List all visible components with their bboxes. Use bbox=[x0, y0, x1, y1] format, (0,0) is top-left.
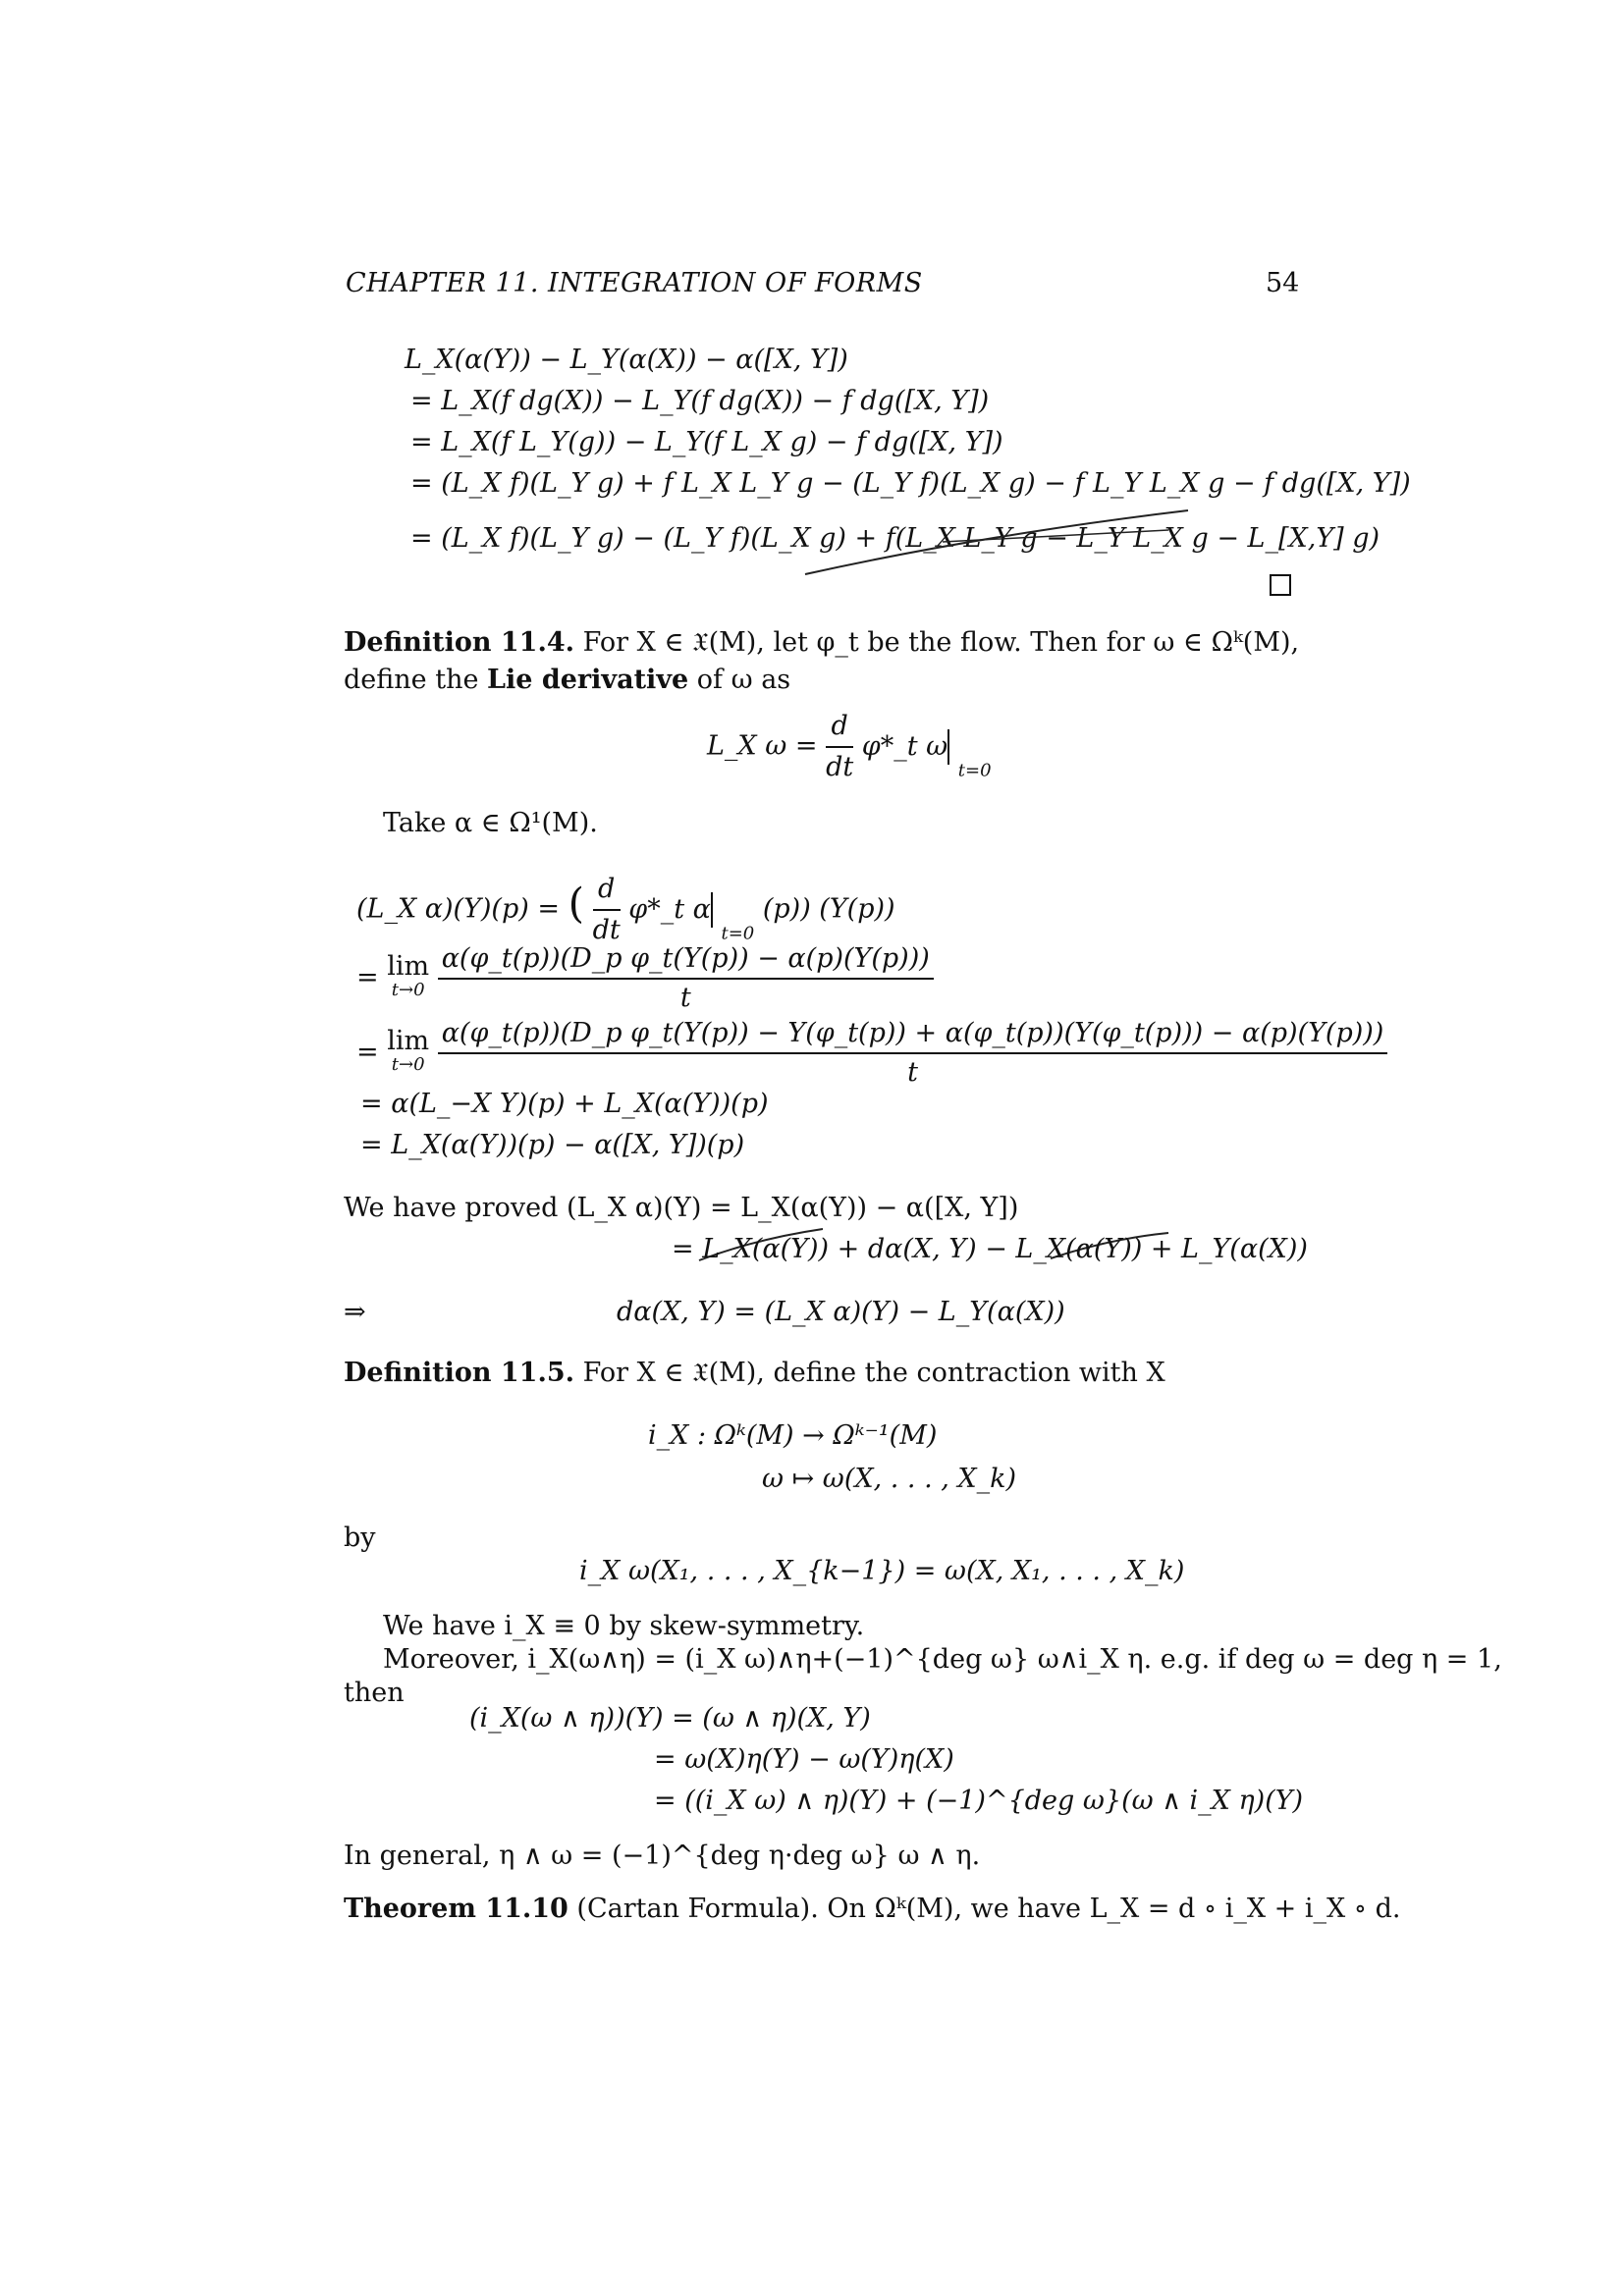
equals-sign-2: = bbox=[356, 1037, 379, 1068]
limit bbox=[387, 951, 430, 1002]
limit-fraction-1-denominator: t bbox=[679, 983, 691, 1013]
computation-line-5: = L_X(α(Y))(p) − α([X, Y])(p) bbox=[360, 1130, 745, 1160]
lim-subscript: t→0 bbox=[391, 980, 425, 1000]
left-paren: ( bbox=[568, 879, 584, 928]
formula-lhs: L_X ω = bbox=[707, 730, 818, 762]
formula-body: φ*_t ω bbox=[862, 729, 949, 765]
example-eq-2: = ω(X)η(Y) − ω(Y)η(X) bbox=[654, 1744, 954, 1775]
definition-11-5-label: Definition 11.5. bbox=[344, 1358, 575, 1388]
in-general-line: In general, η ∧ ω = (−1)^{deg η·deg ω} ω ∧ η. bbox=[344, 1841, 981, 1871]
proof-line-3: = L_X(f L_Y(g)) − L_Y(f L_X g) − f dg([X, Y]) bbox=[410, 427, 1003, 457]
equals-sign: = bbox=[356, 962, 379, 993]
evaluation-subscript-2: t=0 bbox=[721, 923, 755, 944]
definition-11-4-text-post: of ω as bbox=[696, 665, 791, 695]
theorem-11-10-line bbox=[344, 1893, 1400, 1926]
proof-line-2: = L_X(f dg(X)) − L_Y(f dg(X)) − f dg([X, Y]) bbox=[410, 386, 990, 416]
computation-body: φ*_t α bbox=[628, 892, 713, 928]
proved-line-2: = L_X(α(Y)) + dα(X, Y) − L_X(α(Y)) + L_Y(α(X)) bbox=[672, 1234, 1308, 1264]
definition-11-4-line-1 bbox=[344, 626, 1299, 660]
proved-line-3: dα(X, Y) = (L_X α)(Y) − L_Y(α(X)) bbox=[617, 1297, 1065, 1327]
fraction-numerator-2: d bbox=[593, 872, 621, 911]
computation-line-1 bbox=[356, 872, 895, 952]
proof-line-5: = (L_X f)(L_Y g) − (L_Y f)(L_X g) + f(L_X L_Y g − L_Y L_X g − L_[X,Y] g) bbox=[410, 523, 1380, 554]
lie-derivative-term: Lie derivative bbox=[487, 665, 689, 695]
proof-line-1: L_X(α(Y)) − L_Y(α(X)) − α([X, Y]) bbox=[405, 345, 848, 375]
limit-fraction-1 bbox=[438, 942, 934, 1015]
theorem-11-10-label: Theorem 11.10 bbox=[344, 1894, 568, 1924]
lim-word: lim bbox=[387, 951, 430, 982]
contraction-formula: i_X ω(X₁, . . . , X_{k−1}) = ω(X, X₁, . . . , X_k) bbox=[579, 1556, 1185, 1586]
page-number: 54 bbox=[1266, 268, 1300, 298]
theorem-11-10-text: On Ωᵏ(M), we have L_X = d ∘ i_X + i_X ∘ d. bbox=[827, 1894, 1401, 1924]
fraction-denominator: dt bbox=[826, 752, 854, 782]
fraction-denominator-2: dt bbox=[592, 915, 621, 945]
skew-symmetry-line: We have i_X ≡ 0 by skew-symmetry. bbox=[383, 1611, 865, 1641]
example-eq-1: (i_X(ω ∧ η))(Y) = (ω ∧ η)(X, Y) bbox=[469, 1703, 871, 1734]
implies-arrow: ⇒ bbox=[344, 1297, 366, 1327]
limit-fraction-2 bbox=[438, 1017, 1388, 1090]
qed-square bbox=[1270, 574, 1291, 596]
computation-line-2 bbox=[356, 942, 934, 1015]
limit-fraction-1-numerator: α(φ_t(p))(D_p φ_t(Y(p)) − α(p)(Y(p))) bbox=[438, 942, 934, 980]
evaluation-subscript: t=0 bbox=[957, 760, 992, 781]
definition-11-4-label: Definition 11.4. bbox=[344, 627, 575, 658]
lie-derivative-formula bbox=[707, 709, 992, 789]
proof-line-4: = (L_X f)(L_Y g) + f L_X L_Y g − (L_Y f)(L_X g) − f L_Y L_X g − f dg([X, Y]) bbox=[410, 468, 1411, 499]
computation-lhs: (L_X α)(Y)(p) = bbox=[356, 893, 560, 925]
computation-line-3 bbox=[356, 1017, 1387, 1090]
proved-line-1: We have proved (L_X α)(Y) = L_X(α(Y)) − α([X, Y]) bbox=[344, 1193, 1019, 1223]
take-alpha-line: Take α ∈ Ω¹(M). bbox=[383, 808, 598, 838]
computation-rest: (p)) (Y(p)) bbox=[762, 893, 895, 925]
contraction-map-1: i_X : Ωᵏ(M) → Ωᵏ⁻¹(M) bbox=[648, 1420, 938, 1451]
limit-2 bbox=[387, 1026, 430, 1077]
example-eq-3: = ((i_X ω) ∧ η)(Y) + (−1)^{deg ω}(ω ∧ i_X η)(Y) bbox=[654, 1786, 1304, 1816]
derivative-fraction-2 bbox=[593, 872, 621, 948]
definition-11-4-line-2 bbox=[344, 664, 790, 697]
computation-line-4: = α(L_−X Y)(p) + L_X(α(Y))(p) bbox=[360, 1089, 769, 1119]
limit-fraction-2-numerator: α(φ_t(p))(D_p φ_t(Y(p)) − Y(φ_t(p)) + α(φ_t(p))(Y(φ_t(p))) − α(p)(Y(p))) bbox=[438, 1017, 1388, 1054]
running-header: CHAPTER 11. INTEGRATION OF FORMS bbox=[346, 268, 923, 298]
definition-11-4-text: For X ∈ 𝔛(M), let φ_t be the flow. Then for ω ∈ Ωᵏ(M), bbox=[582, 627, 1300, 658]
moreover-line: Moreover, i_X(ω∧η) = (i_X ω)∧η+(−1)^{deg ω} ω∧i_X η. e.g. if deg ω = deg η = 1, bbox=[383, 1644, 1502, 1675]
derivative-fraction bbox=[826, 709, 853, 785]
by-word: by bbox=[344, 1522, 376, 1553]
lim-subscript-2: t→0 bbox=[391, 1054, 425, 1075]
contraction-map-2: ω ↦ ω(X, . . . , X_k) bbox=[762, 1464, 1017, 1494]
fraction-numerator: d bbox=[826, 709, 853, 748]
lim-word-2: lim bbox=[387, 1026, 430, 1056]
definition-11-5-text: For X ∈ 𝔛(M), define the contraction with X bbox=[582, 1358, 1165, 1388]
definition-11-4-text-pre: define the bbox=[344, 665, 479, 695]
limit-fraction-2-denominator: t bbox=[907, 1057, 918, 1088]
definition-11-5-line bbox=[344, 1357, 1165, 1390]
theorem-11-10-name: (Cartan Formula). bbox=[576, 1894, 819, 1924]
then-word: then bbox=[344, 1678, 405, 1708]
